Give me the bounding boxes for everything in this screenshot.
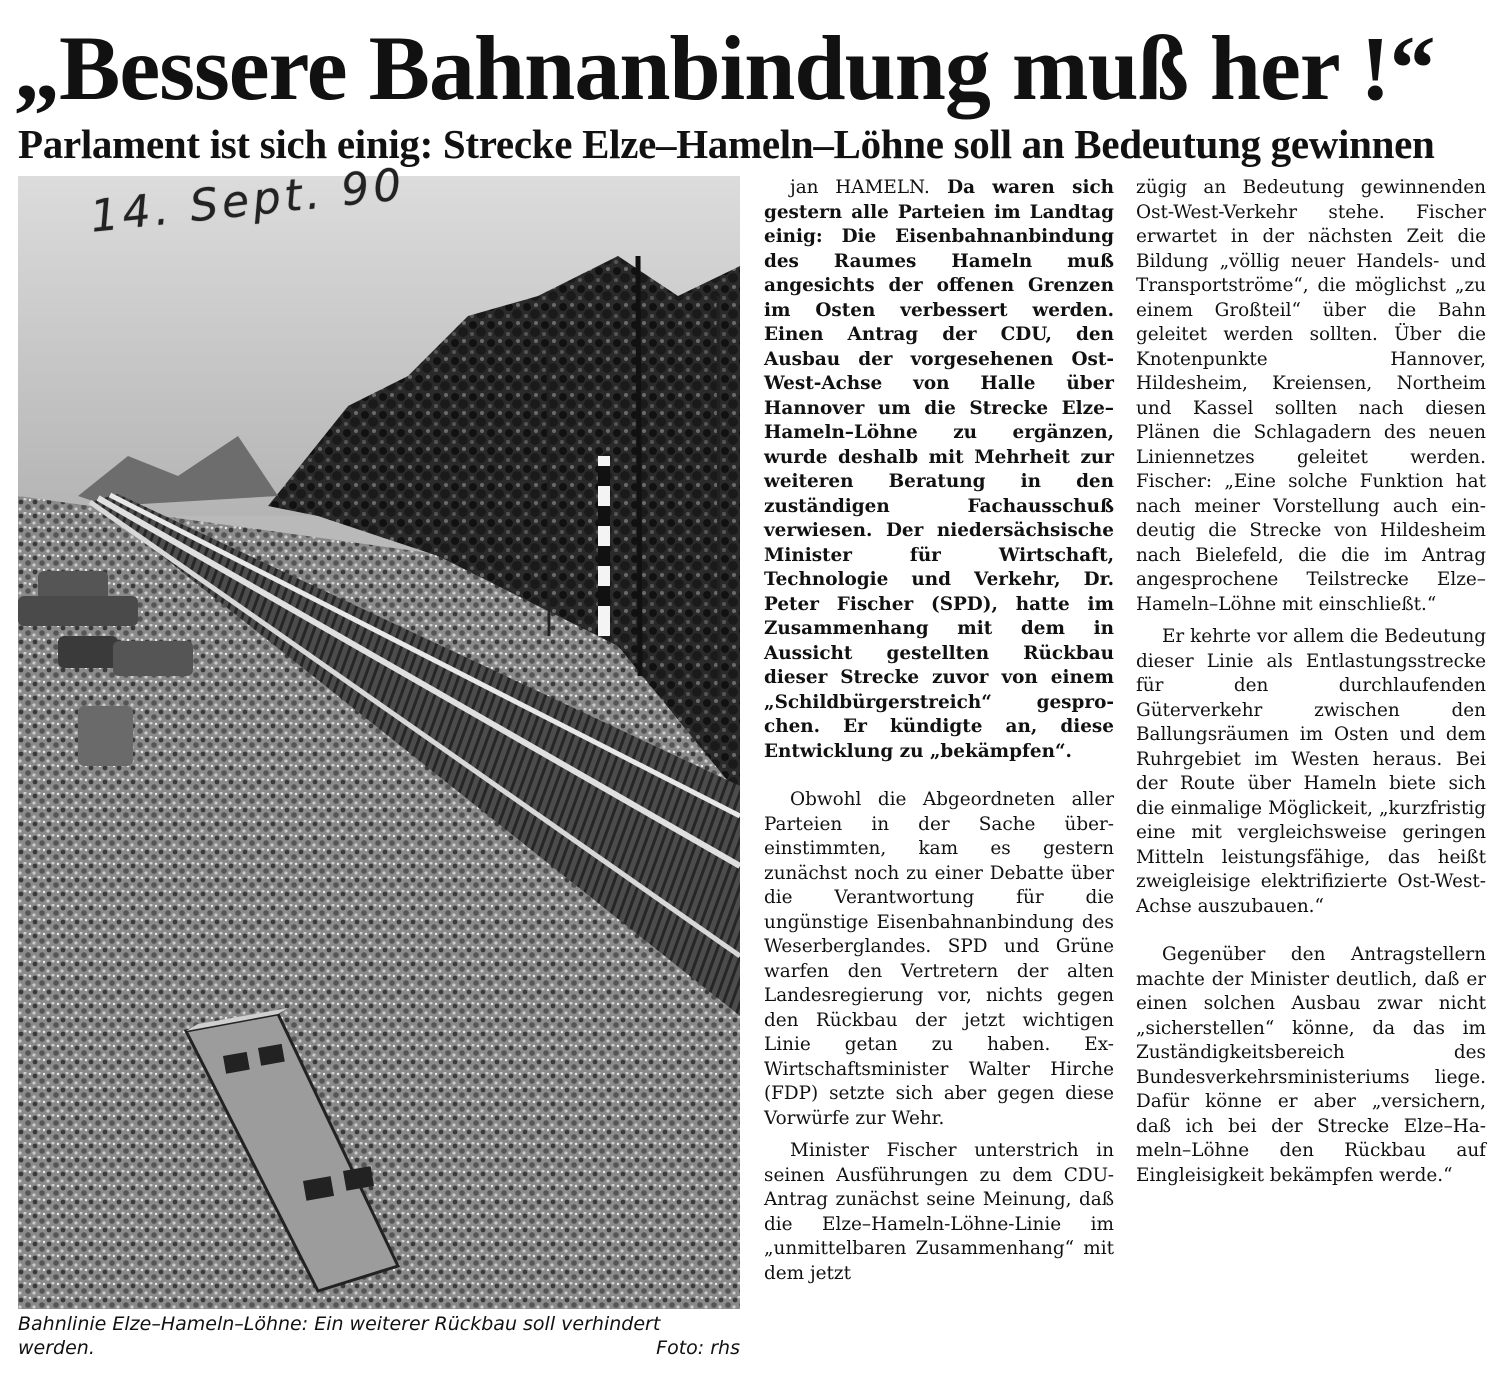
photo-credit: Foto: rhs [656,1337,740,1359]
railway-photo [18,176,740,1309]
handwritten-date: 14. Sept. 90 [88,158,408,243]
article-lead [764,176,1114,764]
dateline: jan HAMELN. [790,177,930,198]
article-column-1 [764,176,1114,1286]
photo-caption [18,1312,740,1360]
article-column-2 [1136,176,1486,1188]
article-paragraph: Minister Fischer unterstrich in seinen Ausführungen zu dem CDU-Antrag zunächst seine Meinung, daß die Elze–Hameln-Löhne-Linie im „unmittelbaren Zusammenhang“ mit dem jetzt [764,1140,1114,1284]
photo-caption-text: Bahnlinie Elze–Hameln–Löhne: Ein weiterer Rückbau soll verhindert werden. [18,1313,661,1359]
lead-text: Da waren sich gestern alle Parteien im Landtag einig: Die Eisenbahnanbindung des Raumes Hameln muß angesichts der offenen Grenzen im Osten verbessert werden. Einen Antrag der CDU, den Ausbau der vorgesehenen Ost-West-Achse von Halle über Hannover um die Strecke Elze–Hameln–Löhne zu ergänzen, wurde deshalb mit Mehrheit zur weiteren Beratung in den zuständigen Fachausschuß verwiesen. Der niedersächsische Minister für Wirtschaft, Technologie und Verkehr, Dr. Peter Fischer (SPD), hatte im Zusammenhang mit dem in Aussicht gestellten Rückbau dieser Strecke zuvor von einem „Schildbürgerstreich“ gesprochen. Er kündigte an, diese Entwicklung zu „bekämpfen“. [764,177,1115,762]
article-paragraph: Er kehrte vor allem die Bedeutung dieser Linie als Entlastungsstrecke für den durchlaufenden Güterverkehr zwischen den Ballungsräumen im Osten und dem Ruhrgebiet im Westen heraus. Bei der Route über Hameln biete sich die einmalige Möglickeit, „kurzfristig eine mit vergleichsweise geringen Mitteln leistungsfähige, das heißt zweigleisige elektrifizierte Ost-West-Achse auszubauen.“ [1136,626,1486,917]
article-paragraph: Gegenüber den Antragstellern machte der Minister deutlich, daß er einen solchen Ausbau zwar nicht „sicherstellen“ könne, da das im Zuständigkeitsbereich des Bundesverkehrsministeriums liege. Dafür könne er aber „versichern, daß ich bei der Strecke Elze–Hameln–Löhne den Rückbau auf Eingleisigkeit bekämpfen werde.“ [1136,944,1486,1186]
article-paragraph: Obwohl die Abgeordneten aller Parteien in der Sache übereinstimmten, kam es gestern zunächst noch zu einer Debatte über die Verantwortung für die ungünstige Eisenbahnanbindung des Weserberglandes. SPD und Grüne warfen den Vertretern der alten Landesregierung vor, nichts gegen den Rückbau der jetzt wichtigen Linie getan zu haben. Ex-Wirtschaftsminister Walter Hirche (FDP) setzte sich aber gegen diese Vorwürfe zur Wehr. [764,789,1114,1129]
headline: „Bessere Bahnanbindung muß her !“ [14,17,1435,119]
article-paragraph: zügig an Bedeutung gewinnenden Ost-West-Verkehr stehe. Fischer erwartet in der nächsten Zeit die Bildung „völlig neuer Handels- und Transportströme“, die möglichst „zu einem Großteil“ über die Bahn geleitet werden sollten. Über die Knotenpunkte Hannover, Hildesheim, Kreiensen, Northeim und Kassel sollten nach diesen Plänen die Schlagadern des neuen Liniennetzes geleitet werden. Fischer: „Eine solche Funktion hat nach meiner Vorstellung auch eindeutig die Strecke von Hildesheim nach Bielefeld, die die im Antrag angesprochene Teilstrecke Elze–Hameln–Löhne mit einschließt.“ [1136,177,1486,615]
subheadline: Parlament ist sich einig: Strecke Elze–Hameln–Löhne soll an Bedeutung gewinnen [18,121,1435,167]
